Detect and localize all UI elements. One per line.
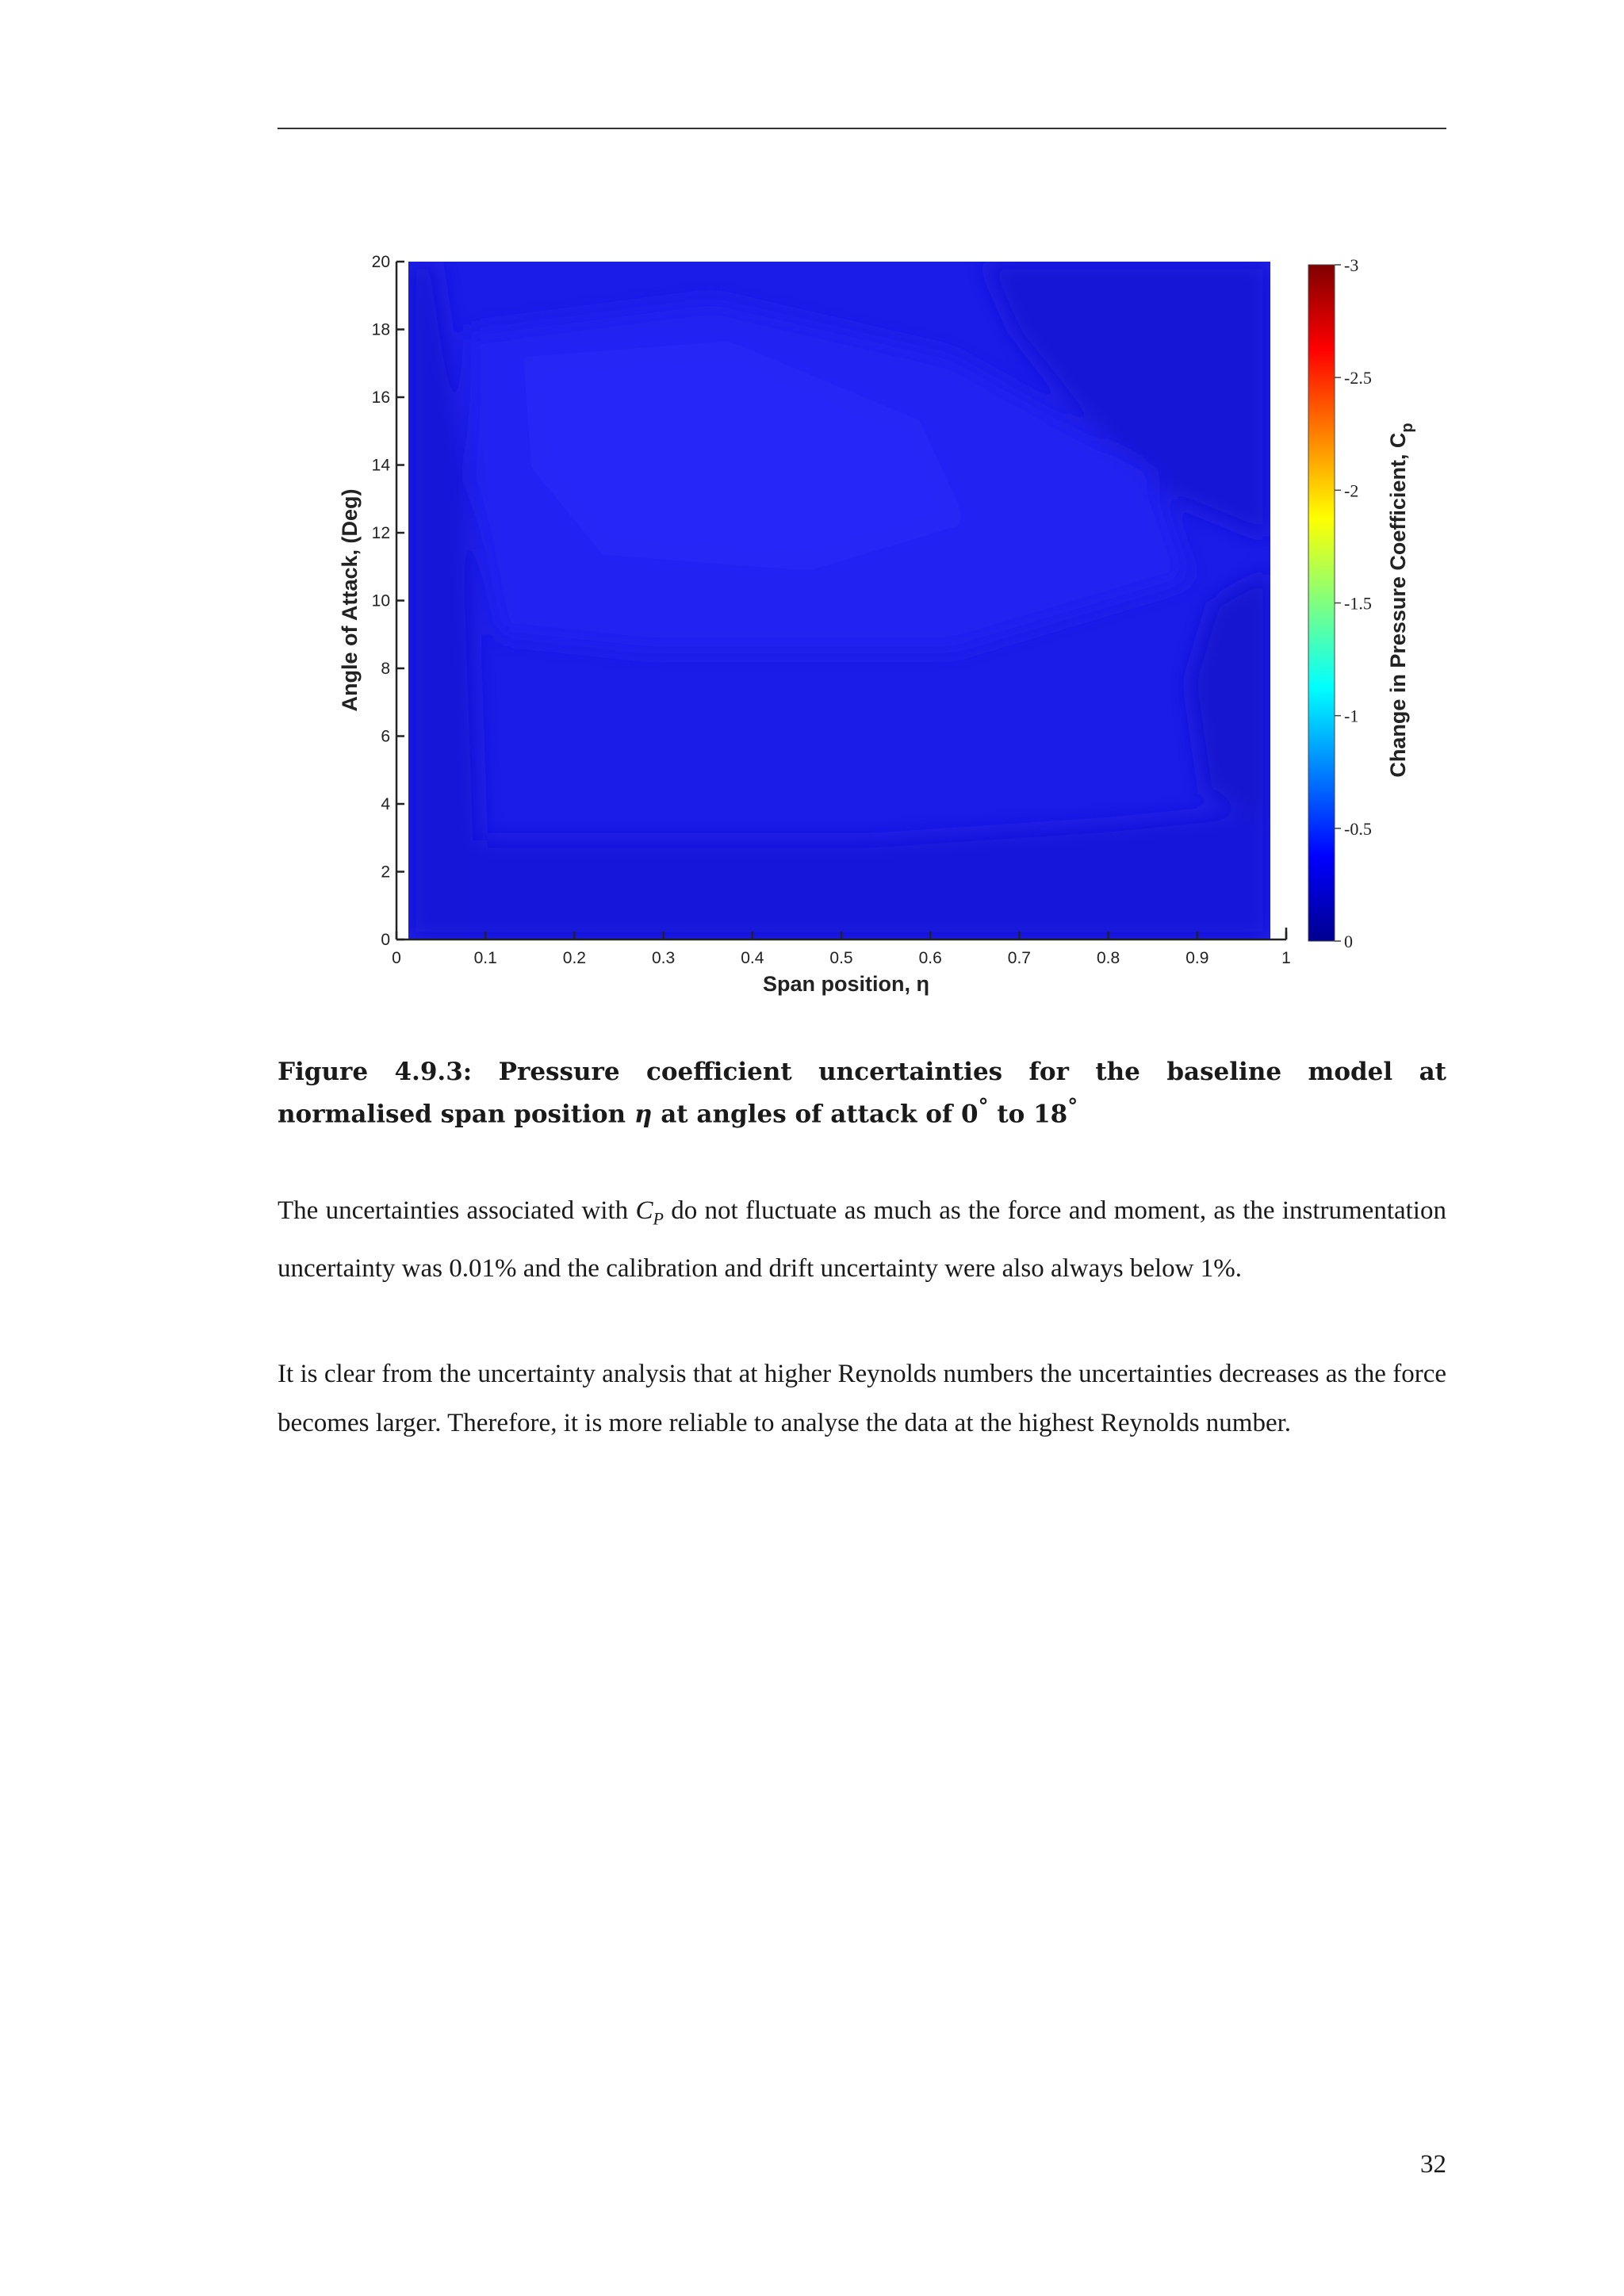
x-tick-label: 1	[1281, 949, 1291, 967]
colorbar-tick-label: 0	[1344, 932, 1353, 951]
y-tick-label: 6	[381, 727, 390, 746]
caption-text-3: to 18	[988, 1100, 1068, 1129]
x-tick-labels	[392, 949, 1291, 967]
x-tick-label: 0.8	[1096, 949, 1120, 967]
caption-text-2: at angles of attack of 0	[652, 1100, 979, 1129]
colorbar-tick-label: -1.5	[1344, 593, 1372, 614]
figure-caption	[278, 1054, 1446, 1131]
cp-symbol: C	[635, 1196, 653, 1225]
contour-figure	[317, 238, 1443, 1015]
cp-subscript: P	[653, 1208, 664, 1229]
caption-degree-2: °	[1067, 1095, 1078, 1119]
header-rule	[278, 128, 1446, 129]
y-tick-label: 14	[371, 456, 390, 475]
y-tick-label: 0	[381, 931, 390, 949]
colorbar	[1308, 265, 1335, 941]
x-tick-label: 0.6	[918, 949, 942, 967]
x-tick-label: 0.1	[473, 949, 497, 967]
y-tick-label: 8	[381, 660, 390, 678]
x-tick-label: 0.3	[651, 949, 676, 967]
y-tick-label: 16	[371, 388, 390, 407]
caption-label: Figure 4.9.3:	[278, 1058, 473, 1086]
x-tick-label: 0.7	[1007, 949, 1032, 967]
page-number: 32	[1420, 2150, 1446, 2179]
contour-field	[408, 262, 1270, 939]
y-tick-label: 18	[371, 320, 390, 339]
y-axis-title: Angle of Attack, (Deg)	[338, 488, 362, 712]
y-tick-labels	[372, 253, 391, 949]
colorbar-tick-label: -3	[1344, 255, 1359, 275]
y-tick-label: 10	[371, 591, 390, 610]
colorbar-tick-label: -0.5	[1344, 818, 1372, 839]
x-tick-label: 0	[392, 949, 401, 967]
caption-eta: η	[634, 1100, 653, 1129]
colorbar-tick-label: -2	[1344, 480, 1359, 501]
colorbar-tick-labels	[1344, 255, 1372, 951]
colorbar-tick-label: -2.5	[1344, 368, 1372, 388]
paragraph-1-text-2: do not fluctuate as much as the force and moment, as the instrumentation uncertainty was 0.01% and the calibration and drift uncertainty were also always below 1%.	[278, 1196, 1446, 1283]
x-tick-label: 0.2	[562, 949, 587, 967]
colorbar-tick-label: -1	[1344, 706, 1359, 726]
colorbar-tick-marks	[1335, 265, 1341, 941]
x-tick-label: 0.4	[741, 949, 764, 967]
caption-text-1: Pressure coefficient uncertainties for the baseline model at normalised span position	[278, 1058, 1447, 1129]
y-tick-marks	[396, 262, 404, 939]
y-tick-label: 4	[381, 795, 390, 813]
caption-degree-1: °	[978, 1095, 989, 1119]
y-tick-label: 12	[371, 524, 390, 542]
paragraph-1	[278, 1186, 1446, 1293]
colorbar-title-subscript: p	[1399, 423, 1416, 433]
y-tick-label: 2	[381, 863, 390, 882]
x-tick-label: 0.5	[829, 949, 853, 967]
y-tick-label: 20	[371, 253, 390, 271]
paragraph-1-text-1: The uncertainties associated with	[278, 1196, 636, 1225]
x-axis-title: Span position, η	[763, 972, 929, 996]
x-tick-label: 0.9	[1185, 949, 1209, 967]
colorbar-title-main: Change in Pressure Coefficient, C	[1386, 432, 1410, 778]
colorbar-title	[1386, 423, 1416, 777]
paragraph-2: It is clear from the uncertainty analysis that at higher Reynolds numbers the uncertainties decreases as the force becomes larger. Therefore, it is more reliable to analyse the data at the highest Reynolds number.	[278, 1360, 1446, 1437]
